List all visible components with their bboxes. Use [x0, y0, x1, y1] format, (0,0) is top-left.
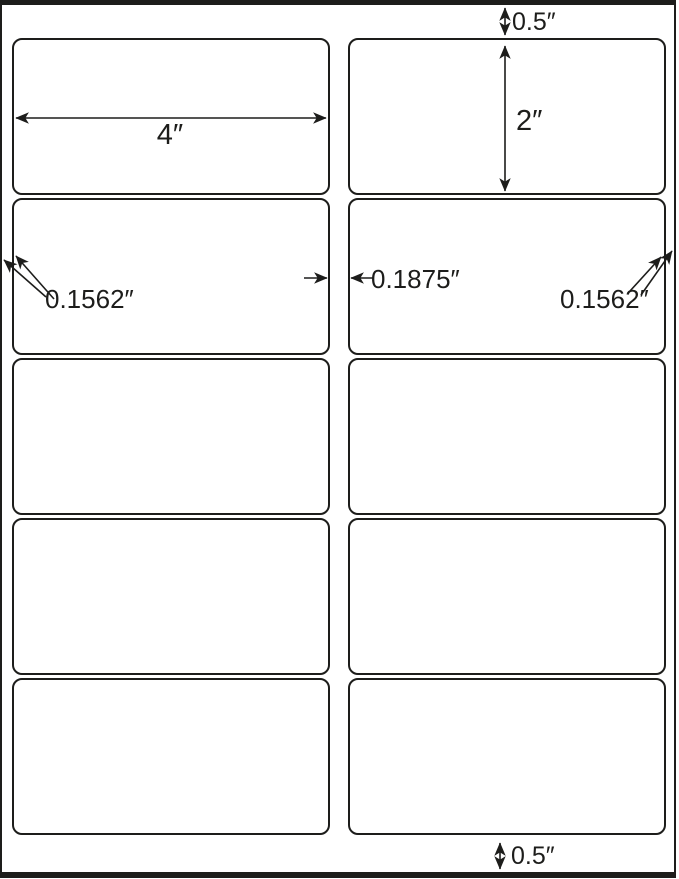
label-cell — [12, 518, 330, 675]
label-cell — [348, 518, 666, 675]
label-height-label: 2″ — [516, 105, 543, 137]
left-margin-label: 0.1562″ — [45, 284, 134, 314]
label-cell — [348, 678, 666, 835]
label-width-label: 4″ — [156, 119, 184, 151]
label-cell — [12, 678, 330, 835]
top-margin-label: 0.5″ — [512, 8, 556, 36]
right-margin-label: 0.1562″ — [560, 284, 649, 314]
label-cell — [12, 198, 330, 355]
label-cell — [12, 38, 330, 195]
bottom-margin-label: 0.5″ — [511, 842, 555, 870]
column-gap-label: 0.1875″ — [371, 264, 460, 294]
label-cell — [348, 38, 666, 195]
label-cell — [12, 358, 330, 515]
label-cell — [348, 358, 666, 515]
label-cell — [348, 198, 666, 355]
